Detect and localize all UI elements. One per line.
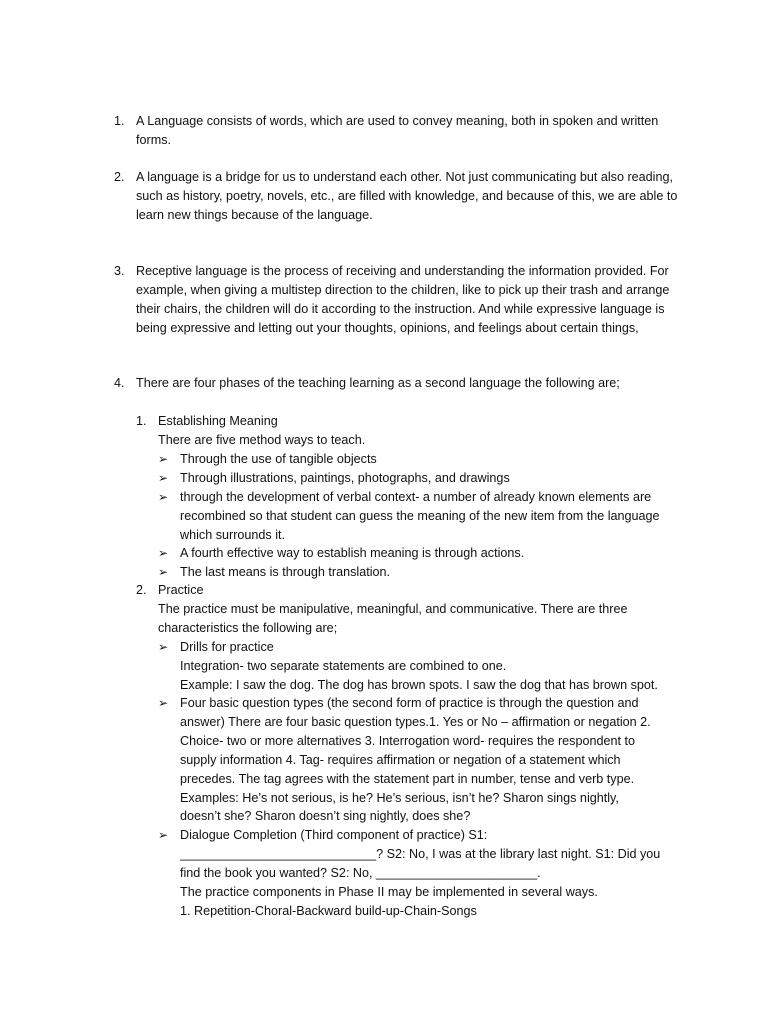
list-item-1 xyxy=(114,112,684,150)
phase-title: Practice xyxy=(158,583,204,597)
arrow-bullet-icon: ➢ xyxy=(158,828,169,842)
list-number: 3. xyxy=(114,264,125,278)
phase-number: 2. xyxy=(136,583,147,597)
dialogue-line: The practice components in Phase II may be implemented in several ways. xyxy=(180,884,598,899)
list-text: A language is a bridge for us to understand each other. Not just communicating but also reading, such as history, poetry, novels, etc., are filled with knowledge, and because of this, we are able to learn new things because of the language. xyxy=(136,170,678,222)
bullet-item xyxy=(158,488,676,545)
bullet-text: The last means is through translation. xyxy=(180,565,391,579)
arrow-bullet-icon: ➢ xyxy=(158,640,169,654)
phase-2 xyxy=(136,581,676,638)
arrow-bullet-icon: ➢ xyxy=(158,696,169,710)
bullet-item xyxy=(158,469,676,488)
bullet-item xyxy=(158,544,676,563)
bullet-item xyxy=(158,826,676,921)
bullet-text: Dialogue Completion (Third component of practice) S1: ____________________________? S2: No, I was at the library last night. S1: Did you find the book you wanted? S2: No, _______________________. xyxy=(180,828,661,880)
arrow-bullet-icon: ➢ xyxy=(158,471,169,485)
list-text: Receptive language is the process of receiving and understanding the information provided. For example, when giving a multistep direction to the children, like to pick up their trash and arrange their chairs, the children will do it according to the instruction. And while expressive language is being expressive and letting out your thoughts, opinions, and feelings about certain things, xyxy=(136,264,670,335)
phase-title: Establishing Meaning xyxy=(158,414,278,428)
phase-intro: There are five method ways to teach. xyxy=(158,432,366,447)
list-text: There are four phases of the teaching learning as a second language the following are; xyxy=(136,376,620,390)
list-text: A Language consists of words, which are used to convey meaning, both in spoken and written forms. xyxy=(136,114,659,147)
bullet-item xyxy=(158,450,676,469)
bullet-text: Through the use of tangible objects xyxy=(180,452,377,466)
phase-number: 1. xyxy=(136,414,147,428)
phase-intro: The practice must be manipulative, meaningful, and communicative. There are three characteristics the following are; xyxy=(158,601,628,635)
dialogue-line: 1. Repetition-Choral-Backward build-up-Chain-Songs xyxy=(180,903,477,918)
list-number: 1. xyxy=(114,114,125,128)
bullet-item xyxy=(158,694,658,826)
bullet-text: Through illustrations, paintings, photographs, and drawings xyxy=(180,471,510,485)
drill-line: Integration- two separate statements are combined to one. xyxy=(180,658,507,673)
bullet-text: Drills for practice xyxy=(180,640,274,654)
arrow-bullet-icon: ➢ xyxy=(158,490,169,504)
phase-1 xyxy=(136,412,676,450)
arrow-bullet-icon: ➢ xyxy=(158,452,169,466)
bullet-item xyxy=(158,563,676,582)
list-number: 4. xyxy=(114,376,125,390)
arrow-bullet-icon: ➢ xyxy=(158,565,169,579)
list-item-4 xyxy=(114,374,684,393)
list-item-2 xyxy=(114,168,684,225)
drill-line: Example: I saw the dog. The dog has brown spots. I saw the dog that has brown spot. xyxy=(180,677,658,692)
bullet-item xyxy=(158,638,676,695)
bullet-text: through the development of verbal context- a number of already known elements are recombined so that student can guess the meaning of the new item from the language which surrounds it. xyxy=(180,490,660,542)
list-item-3 xyxy=(114,262,684,338)
arrow-bullet-icon: ➢ xyxy=(158,546,169,560)
bullet-text: Four basic question types (the second form of practice is through the question and answer) There are four basic question types.1. Yes or No – affirmation or negation 2. Choice- two or more alternatives 3. Interrogation word- requires the respondent to supply information 4. Tag- requires affirmation or negation of a statement which precedes. The tag agrees with the statement part in number, tense and verb type. Examples: He’s not serious, is he? He’s serious, isn’t he? Sharon sings nightly, doesn’t she? Sharon doesn’t sing nightly, does she? xyxy=(180,696,651,824)
list-number: 2. xyxy=(114,170,125,184)
bullet-text: A fourth effective way to establish meaning is through actions. xyxy=(180,546,525,560)
